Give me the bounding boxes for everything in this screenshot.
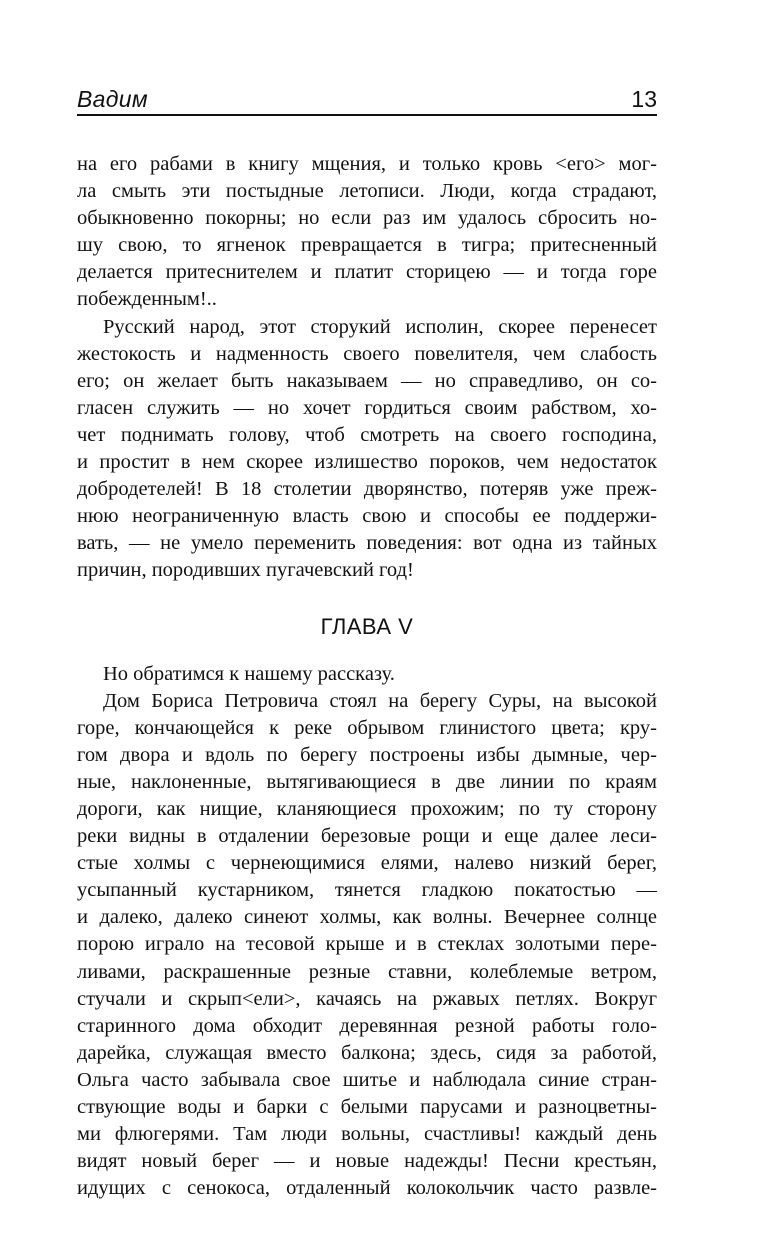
paragraph	[77, 661, 657, 688]
text-line: Но обратимся к нашему рассказу.	[103, 662, 395, 685]
text-line: порою играло на тесовой крыше и в стеклах золотыми пере-	[77, 933, 657, 956]
text-line: дороги, как нищие, кланяющиеся прохожим; по ту сторону	[77, 797, 657, 820]
paragraph	[77, 688, 657, 1203]
page-number: 13	[631, 86, 657, 112]
text-line: на его рабами в книгу мщения, и только кровь <его> мог-	[77, 153, 657, 175]
text-line: Русский народ, этот сторукий исполин, скорее перенесет	[103, 315, 657, 338]
text-line: делается притеснителем и платит сторицею — и тогда горе	[77, 261, 657, 284]
paragraph	[77, 151, 657, 314]
text-line: усыпанный кустарником, тянется гладкою покатостью —	[77, 879, 657, 902]
book-page	[77, 78, 657, 1202]
text-line: идущих с сенокоса, отдаленный колокольчик часто развле-	[77, 1177, 657, 1200]
text-line: обыкновенно покорны; но если раз им удалось сбросить но-	[77, 207, 657, 230]
paragraph	[77, 314, 657, 585]
text-line: Ольга часто забывала свое шитье и наблюдала синие стран-	[77, 1068, 657, 1091]
text-line: ливами, раскрашенные резные ставни, колеблемые ветром,	[77, 960, 657, 983]
text-line: ла смыть эти постыдные летописи. Люди, когда страдают,	[77, 180, 657, 203]
text-line: стучали и скрып<ели>, качаясь на ржавых петлях. Вокруг	[77, 987, 657, 1010]
text-line: побежденным!..	[77, 288, 217, 311]
text-line: и далеко, далеко синеют холмы, как волны. Вечернее солнце	[77, 906, 657, 929]
text-line: старинного дома обходит деревянная резной работы голо-	[77, 1014, 657, 1037]
text-line: нюю неограниченную власть свою и способы ее поддержи-	[77, 505, 657, 528]
text-line: чет поднимать голову, чтоб смотреть на своего господина,	[77, 423, 657, 446]
text-line: добродетелей! В 18 столетии дворянство, потеряв уже преж-	[77, 478, 657, 501]
chapter-heading: ГЛАВА V	[320, 613, 414, 639]
text-line: Дом Бориса Петровича стоял на берегу Суры, на высокой	[103, 689, 657, 712]
text-line: стые холмы с чернеющимися елями, налево низкий берег,	[77, 852, 657, 875]
text-line: его; он желает быть наказываем — но справедливо, он со-	[77, 369, 657, 392]
running-header	[77, 78, 657, 116]
text-line: горе, кончающейся к реке обрывом глинистого цвета; кру-	[77, 716, 657, 739]
text-line: причин, породивших пугачевский год!	[77, 559, 414, 582]
text-line: и простит в нем скорее излишество пороков, чем недостаток	[77, 451, 657, 474]
text-line: ствующие воды и барки с белыми парусами и разноцветны-	[77, 1096, 657, 1118]
text-line: реки видны в отдалении березовые рощи и еще далее леси-	[77, 825, 657, 848]
text-line: шу свою, то ягненок превращается в тигра; притесненный	[77, 234, 657, 257]
text-line: ми флюгерями. Там люди вольны, счастливы! каждый день	[77, 1123, 657, 1146]
text-line: жестокость и надменность своего повелителя, чем слабость	[77, 342, 657, 365]
text-line: ные, наклоненные, вытягивающиеся в две линии по краям	[77, 770, 657, 793]
text-line: дарейка, служащая вместо балкона; здесь, сидя за работой,	[77, 1041, 657, 1064]
text-line: вать, — не умело переменить поведения: вот одна из тайных	[77, 532, 657, 555]
body-text	[77, 151, 657, 1202]
text-line: гом двора и вдоль по берегу построены избы дымные, чер-	[77, 743, 657, 766]
running-title: Вадим	[77, 86, 148, 112]
text-line: видят новый берег — и новые надежды! Песни крестьян,	[77, 1150, 657, 1173]
text-line: гласен служить — но хочет гордиться своим рабством, хо-	[77, 396, 657, 419]
